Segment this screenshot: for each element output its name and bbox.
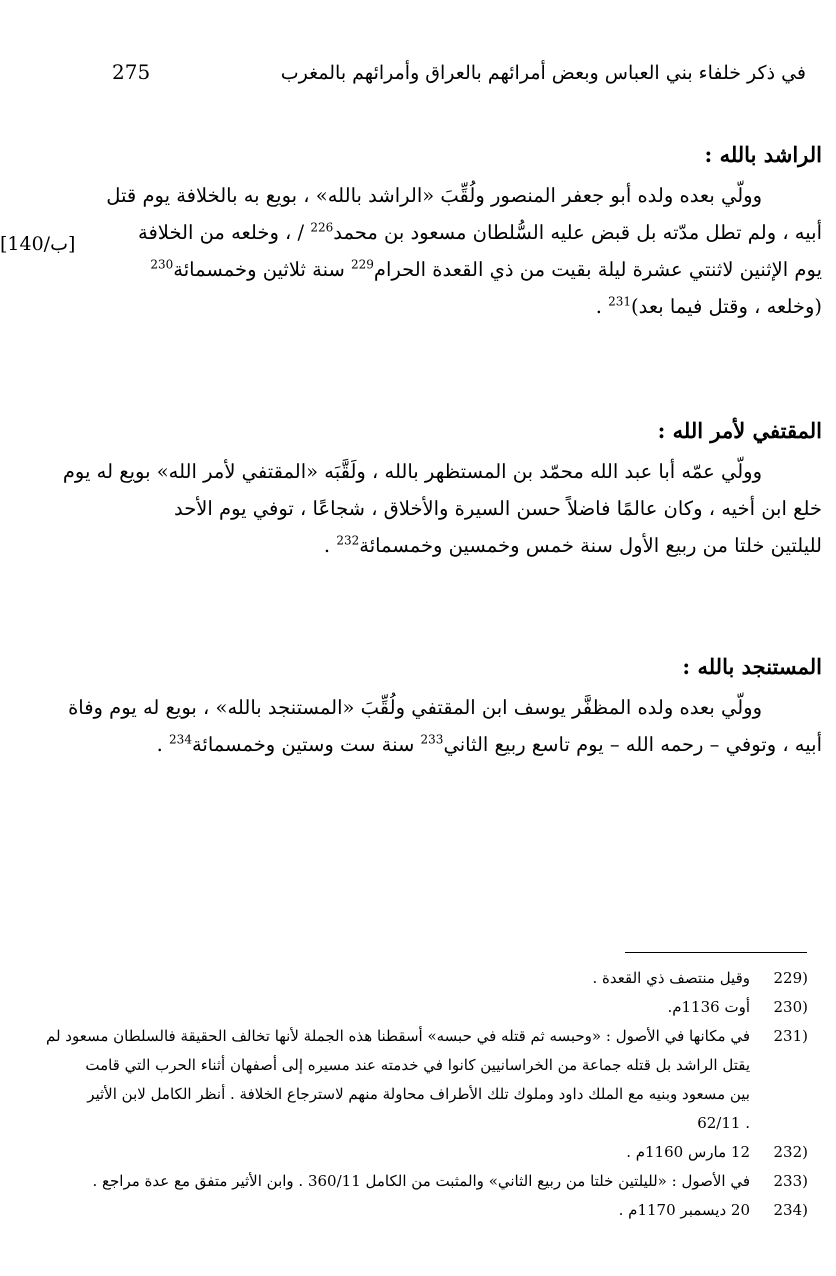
footnote-number: 229) [773, 969, 808, 987]
section-title: الراشد بالله : [704, 142, 822, 167]
footnote-ref[interactable]: 230 [150, 257, 174, 272]
section-muqtafi [36, 418, 822, 564]
footnote-230 [90, 993, 808, 1022]
footnote-number: 232) [773, 1143, 808, 1161]
footnote-text: في الأصول : «لليلتين خلتا من ربيع الثاني» والمثبت من الكامل 360/11 . وابن الأثير متفق مع عدة مراجع . [92, 1172, 750, 1190]
body-line: وولّي بعده ولده أبو جعفر المنصور ولُقِّبَ «الراشد بالله» ، بويع به بالخلافة يوم قتل [106, 184, 762, 207]
footnote-234 [90, 1196, 808, 1225]
page-header [0, 56, 836, 96]
footnote-text: وقيل منتصف ذي القعدة . [592, 969, 750, 987]
footnote-text: 20 ديسمبر 1170م . [618, 1201, 750, 1219]
footnote-ref[interactable]: 234 [169, 732, 192, 747]
section-title: المستنجد بالله : [682, 654, 822, 679]
section-title: المقتفي لأمر الله : [657, 418, 822, 443]
page-number: 275 [112, 60, 151, 84]
footnote-ref[interactable]: 233 [420, 732, 444, 747]
body-line: يوم الإثنين لاثنتي عشرة ليلة بقيت من ذي القعدة الحرام$^{229}$ سنة ثلاثين وخمسمائة$^{230}$ [150, 257, 822, 281]
footnote-ref[interactable]: 232 [336, 533, 360, 548]
body-line: أبيه ، ولم تطل مدّته بل قبض عليه السُّلطان مسعود بن محمد$^{226}$ / ، وخلعه من الخلافة [138, 220, 822, 244]
body-line: أبيه ، وتوفي – رحمه الله – يوم تاسع ربيع الثاني$^{233}$ سنة ست وستين وخمسمائة$^{234}$ . [156, 732, 822, 756]
footnote-number: 230) [773, 998, 808, 1016]
footnote-text: أوت 1136م. [667, 998, 750, 1016]
footnotes [45, 964, 808, 1225]
footnote-number: 233) [773, 1172, 808, 1190]
section-body [36, 177, 822, 325]
section-body [36, 453, 822, 564]
footnote-text: . 62/11 [697, 1114, 750, 1132]
footnote-number: 231) [773, 1027, 808, 1045]
body-line: لليلتين خلتا من ربيع الأول سنة خمس وخمسين وخمسمائة$^{232}$ . [323, 533, 822, 557]
footnote-231 [45, 1022, 808, 1138]
section-rashid [36, 142, 822, 325]
body-line: خلع ابن أخيه ، وكان عالمًا فاضلاً حسن السيرة والأخلاق ، شجاعًا ، توفي يوم الأحد [173, 497, 822, 520]
footnote-ref[interactable]: 229 [351, 257, 374, 272]
footnote-number: 234) [773, 1201, 808, 1219]
footnote-text: في مكانها في الأصول : «وحبسه ثم قتله في حبسه» أسقطنا هذه الجملة لأنها تخالف الحقيقة فالسلطان مسعود لم [45, 1027, 750, 1045]
section-body [36, 689, 822, 763]
running-head: في ذكر خلفاء بني العباس وبعض أمرائهم بالعراق وأمرائهم بالمغرب [280, 62, 806, 84]
footnote-text: يقتل الراشد بل قتله جماعة من الخراسانيين كانوا في خدمته عند مسيره إلى أصفهان أثناء الحرب التي قامت [85, 1056, 750, 1074]
body-line: (وخلعه ، وقتل فيما بعد)$^{231}$ . [595, 294, 822, 318]
footnote-233 [90, 1167, 808, 1196]
margin-folio-note: [140/ب] [0, 233, 76, 255]
footnote-232 [90, 1138, 808, 1167]
footnote-divider [625, 952, 807, 953]
section-mustanjid [36, 654, 822, 763]
footnote-229 [90, 964, 808, 993]
footnote-ref[interactable]: 226 [310, 220, 334, 235]
footnote-ref[interactable]: 231 [608, 294, 632, 309]
footnote-text: 12 مارس 1160م . [626, 1143, 750, 1161]
body-line: وولّي عمّه أبا عبد الله محمّد بن المستظهر بالله ، ولَقَّبَه «المقتفي لأمر الله» بويع له يوم [62, 460, 762, 483]
body-line: وولّي بعده ولده المظفَّر يوسف ابن المقتفي ولُقِّبَ «المستنجد بالله» ، بويع له يوم وفاة [68, 696, 762, 719]
footnote-text: بين مسعود وبنيه مع الملك داود وملوك تلك الأطراف محاولة منهم لاسترجاع الخلافة . أنظر الكامل لابن الأثير [87, 1085, 750, 1103]
